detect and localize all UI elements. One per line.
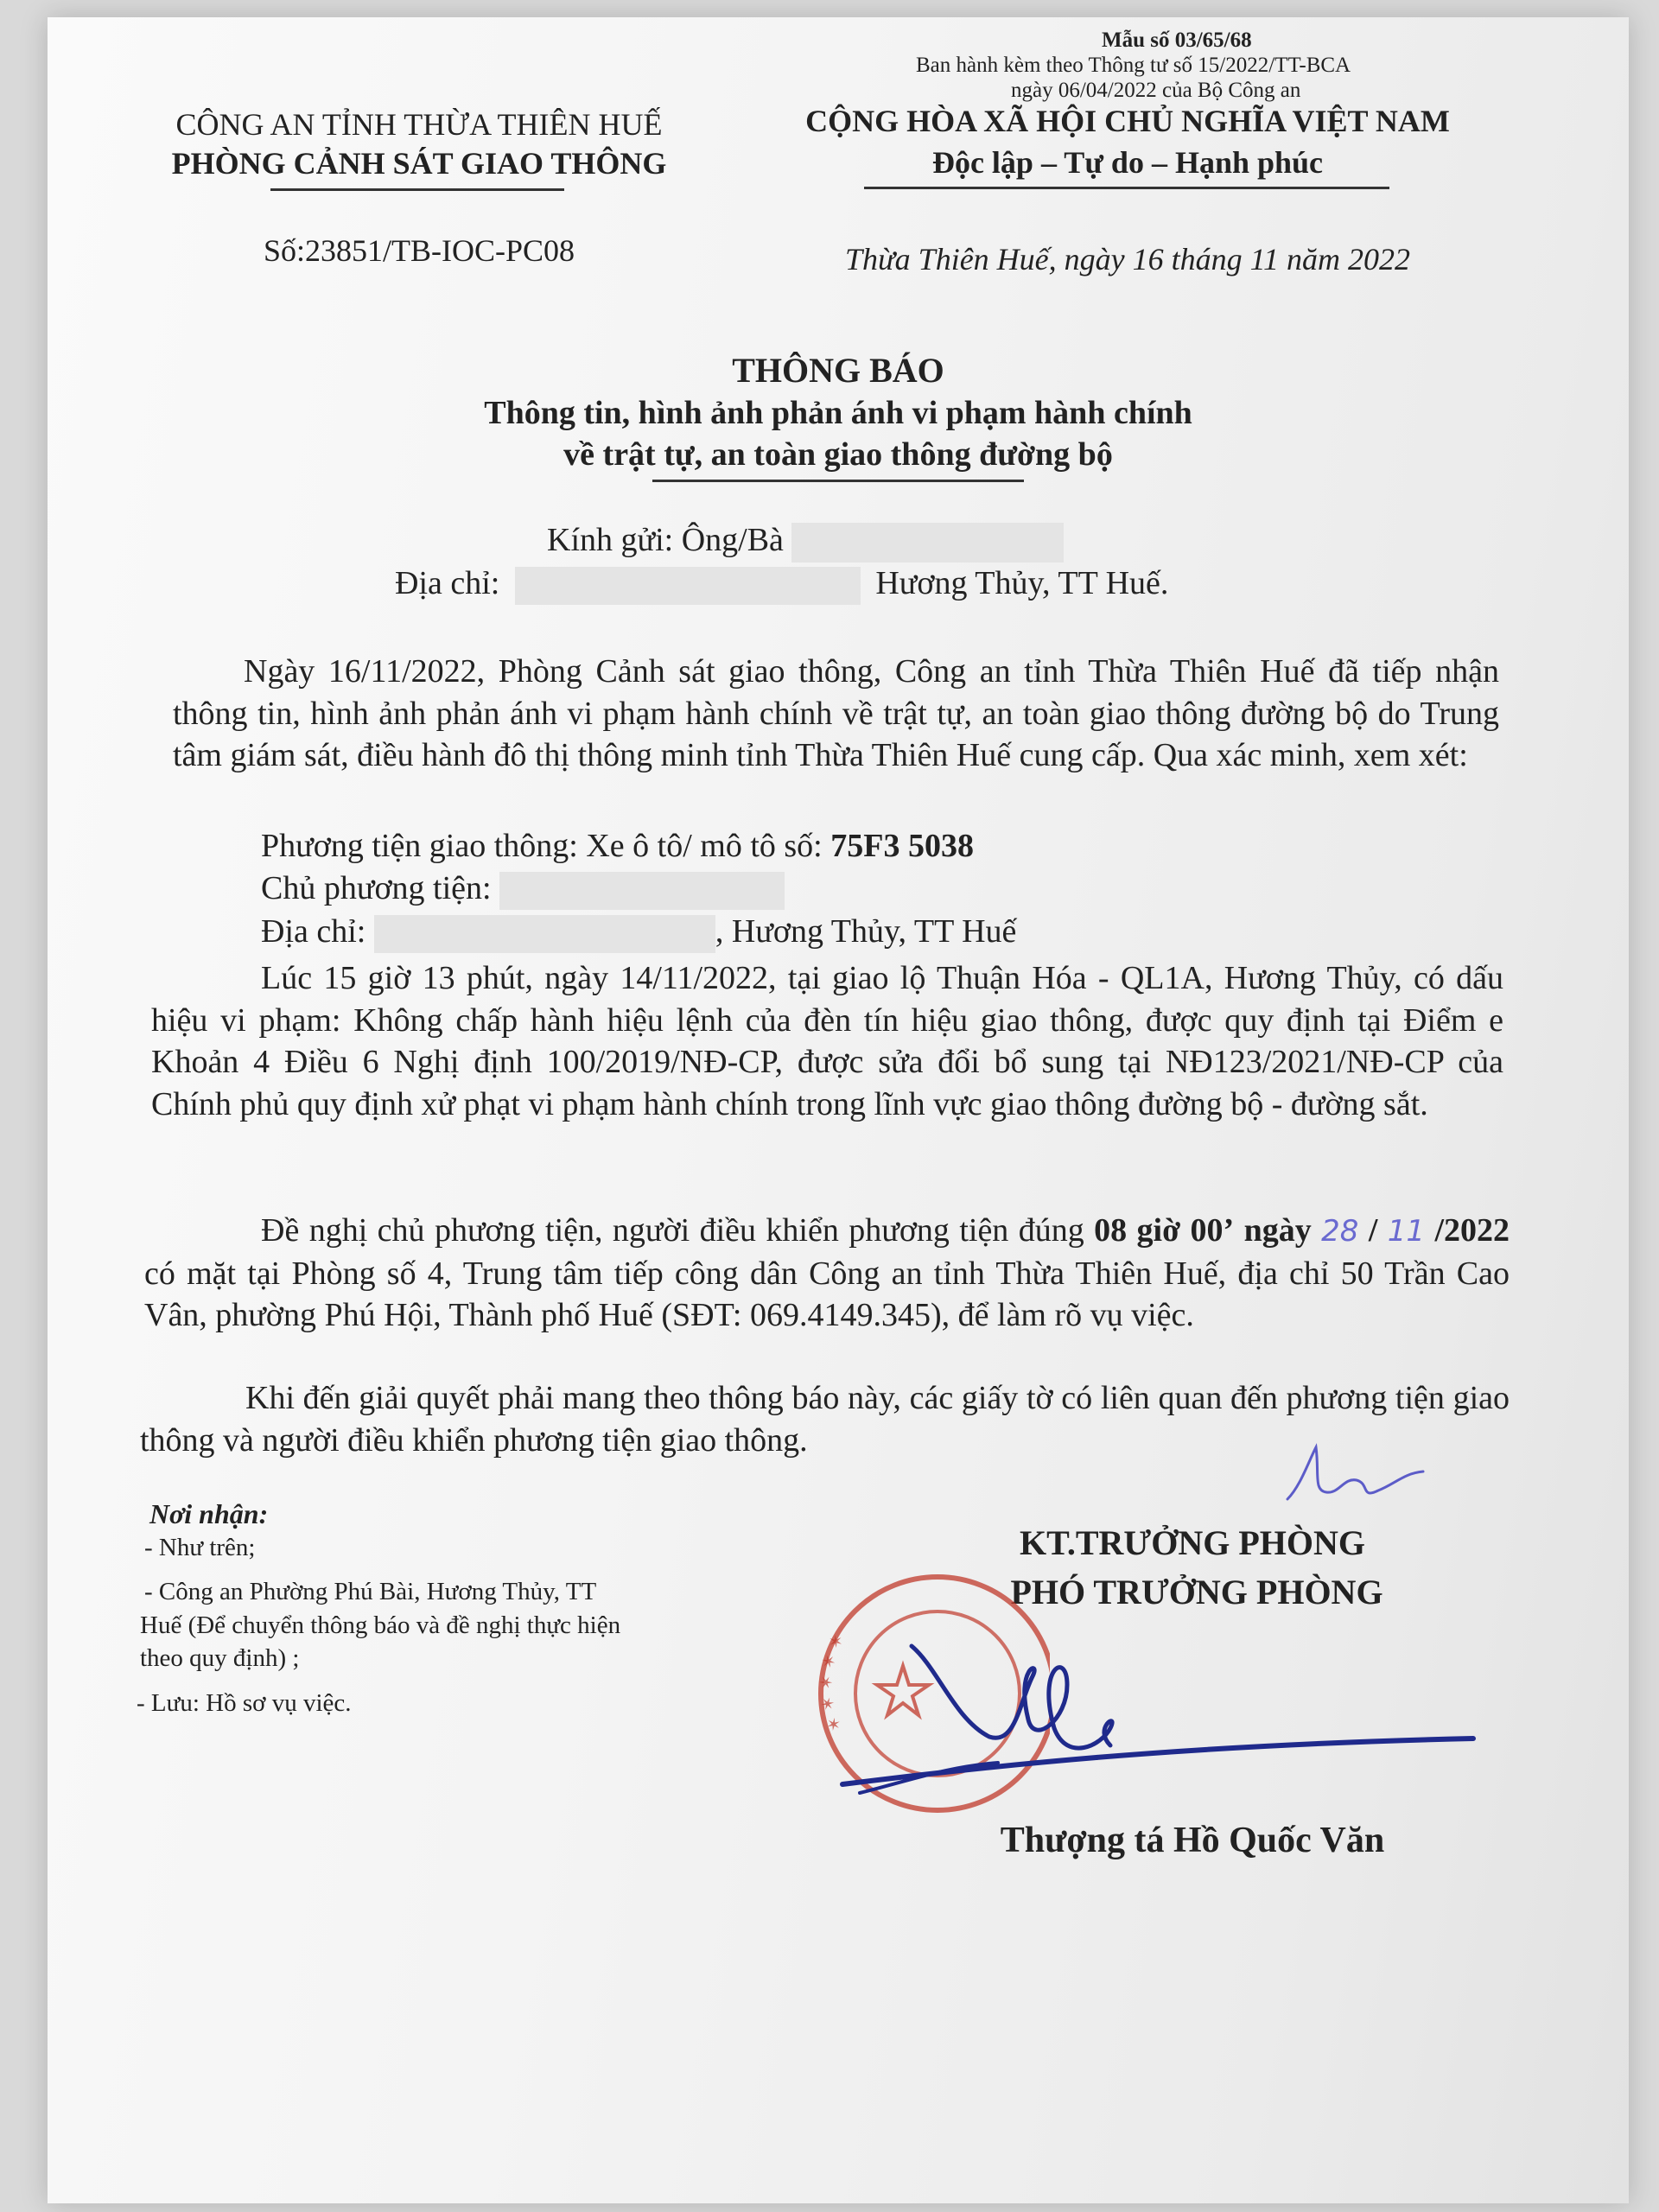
document-subtitle-2: về trật tự, an toàn giao thông đường bộ	[563, 436, 1113, 473]
summons-day-word: ngày	[1243, 1212, 1312, 1249]
signature-title-1: KT.TRƯỞNG PHÒNG	[1020, 1523, 1365, 1562]
title-underline	[652, 480, 1024, 482]
svg-text:✶ ✶ ✶ ✶ ✶: ✶ ✶ ✶ ✶ ✶	[815, 1630, 849, 1735]
redacted-address	[515, 567, 861, 605]
agency-underline	[270, 188, 564, 191]
owner-address-tail: , Hương Thủy, TT Huế	[715, 913, 1017, 950]
paragraph-documents: Khi đến giải quyết phải mang theo thông báo này, các giấy tờ có liên quan đến phương tiện giao thông và người điều khiển phương tiện giao thông.	[140, 1380, 1510, 1459]
form-issued-line1: Ban hành kèm theo Thông tư số 15/2022/TT-BCA	[916, 54, 1351, 77]
summons-year: /2022	[1434, 1212, 1510, 1249]
summons-rest: có mặt tại Phòng số 4, Trung tâm tiếp công dân Công an tỉnh Thừa Thiên Huế, địa chỉ 50 Trần Cao Vân, phường Phú Hội, Thành phố Huế (SĐT: 069.4149.345), để làm rõ vụ việc.	[144, 1255, 1510, 1333]
document-subtitle-1: Thông tin, hình ảnh phản ánh vi phạm hành chính	[484, 395, 1192, 431]
vehicle-label: Phương tiện giao thông: Xe ô tô/ mô tô số:	[261, 828, 823, 864]
national-motto: Độc lập – Tự do – Hạnh phúc	[931, 145, 1324, 180]
paragraph-violation: Lúc 15 giờ 13 phút, ngày 14/11/2022, tại giao lộ Thuận Hóa - QL1A, Hương Thủy, có dấu hiệu vi phạm: Không chấp hành hiệu lệnh của đèn tín hiệu giao thông, được quy định tại Điểm e Khoản 4 Điều 6 Nghị định 100/2019/NĐ-CP, được sửa đổi bổ sung tại NĐ123/2021/NĐ-CP của Chính phủ quy định xử phạt vi phạm hành chính trong lĩnh vực giao thông đường bộ - đường sắt.	[151, 960, 1503, 1122]
address-label: Địa chỉ:	[395, 565, 500, 601]
recipient-item-2-line2: Huế (Để chuyển thông báo và đề nghị thực hiện	[140, 1611, 621, 1639]
paragraph-summons: Đề nghị chủ phương tiện, người điều khiển phương tiện đúng 08 giờ 00’ ngày 28 / 11 /2022 có mặt tại Phòng số 4, Trung tâm tiếp công dân Công an tỉnh Thừa Thiên Huế, địa chỉ 50 Trần Cao Vân, phường Phú Hội, Thành phố Huế (SĐT: 069.4149.345), để làm rõ vụ việc.	[144, 1212, 1510, 1333]
recipient-address	[395, 562, 1168, 605]
handwritten-signature-icon	[808, 1616, 1499, 1840]
owner-address-label: Địa chỉ:	[261, 913, 366, 950]
redacted-name	[791, 523, 1064, 563]
handwritten-day: 28	[1321, 1214, 1359, 1249]
recipient-item-1: - Như trên;	[144, 1534, 256, 1561]
license-plate: 75F3 5038	[830, 828, 974, 864]
place-date: Thừa Thiên Huế, ngày 16 tháng 11 năm 2022	[845, 242, 1410, 276]
summons-start: Đề nghị chủ phương tiện, người điều khiển phương tiện đúng	[261, 1212, 1084, 1249]
summons-time: 08 giờ 00’	[1094, 1212, 1235, 1249]
owner-address-line	[261, 910, 1016, 953]
signer-name: Thượng tá Hồ Quốc Văn	[1000, 1821, 1385, 1860]
recipient-item-3: - Lưu: Hồ sơ vụ việc.	[137, 1689, 352, 1717]
recipient-item-2-line3: theo quy định) ;	[140, 1644, 300, 1672]
recipient-greeting	[547, 518, 1064, 563]
document-title: THÔNG BÁO	[732, 351, 944, 390]
greeting-label: Kính gửi: Ông/Bà	[547, 522, 784, 558]
recipient-item-2-line1: - Công an Phường Phú Bài, Hương Thủy, TT	[144, 1578, 597, 1605]
document-number: Số:23851/TB-IOC-PC08	[263, 233, 575, 268]
form-number: Mẫu số 03/65/68	[1102, 29, 1252, 52]
redacted-owner-address	[374, 915, 715, 953]
redacted-owner	[499, 872, 785, 910]
recipients-heading: Nơi nhận:	[149, 1498, 269, 1529]
owner-line	[261, 867, 785, 910]
document-page	[48, 17, 1629, 2203]
agency-line1: CÔNG AN TỈNH THỪA THIÊN HUẾ	[175, 107, 663, 142]
initials-mark-icon	[1274, 1439, 1430, 1516]
vehicle-line	[261, 824, 974, 868]
signature-title-2: PHÓ TRƯỞNG PHÒNG	[1010, 1573, 1383, 1611]
agency-line2: PHÒNG CẢNH SÁT GIAO THÔNG	[171, 146, 667, 181]
national-title: CỘNG HÒA XÃ HỘI CHỦ NGHĨA VIỆT NAM	[805, 104, 1450, 138]
paragraph-received: Ngày 16/11/2022, Phòng Cảnh sát giao thông, Công an tỉnh Thừa Thiên Huế đã tiếp nhận thông tin, hình ảnh phản ánh vi phạm hành chính về trật tự, an toàn giao thông đường bộ do Trung tâm giám sát, điều hành đô thị thông minh tỉnh Thừa Thiên Huế cung cấp. Qua xác minh, xem xét:	[173, 653, 1499, 773]
handwritten-month: 11	[1387, 1214, 1426, 1249]
address-tail: Hương Thủy, TT Huế.	[875, 565, 1169, 601]
form-issued-line2: ngày 06/04/2022 của Bộ Công an	[1011, 79, 1301, 102]
motto-underline	[864, 187, 1389, 189]
owner-label: Chủ phương tiện:	[261, 870, 492, 906]
